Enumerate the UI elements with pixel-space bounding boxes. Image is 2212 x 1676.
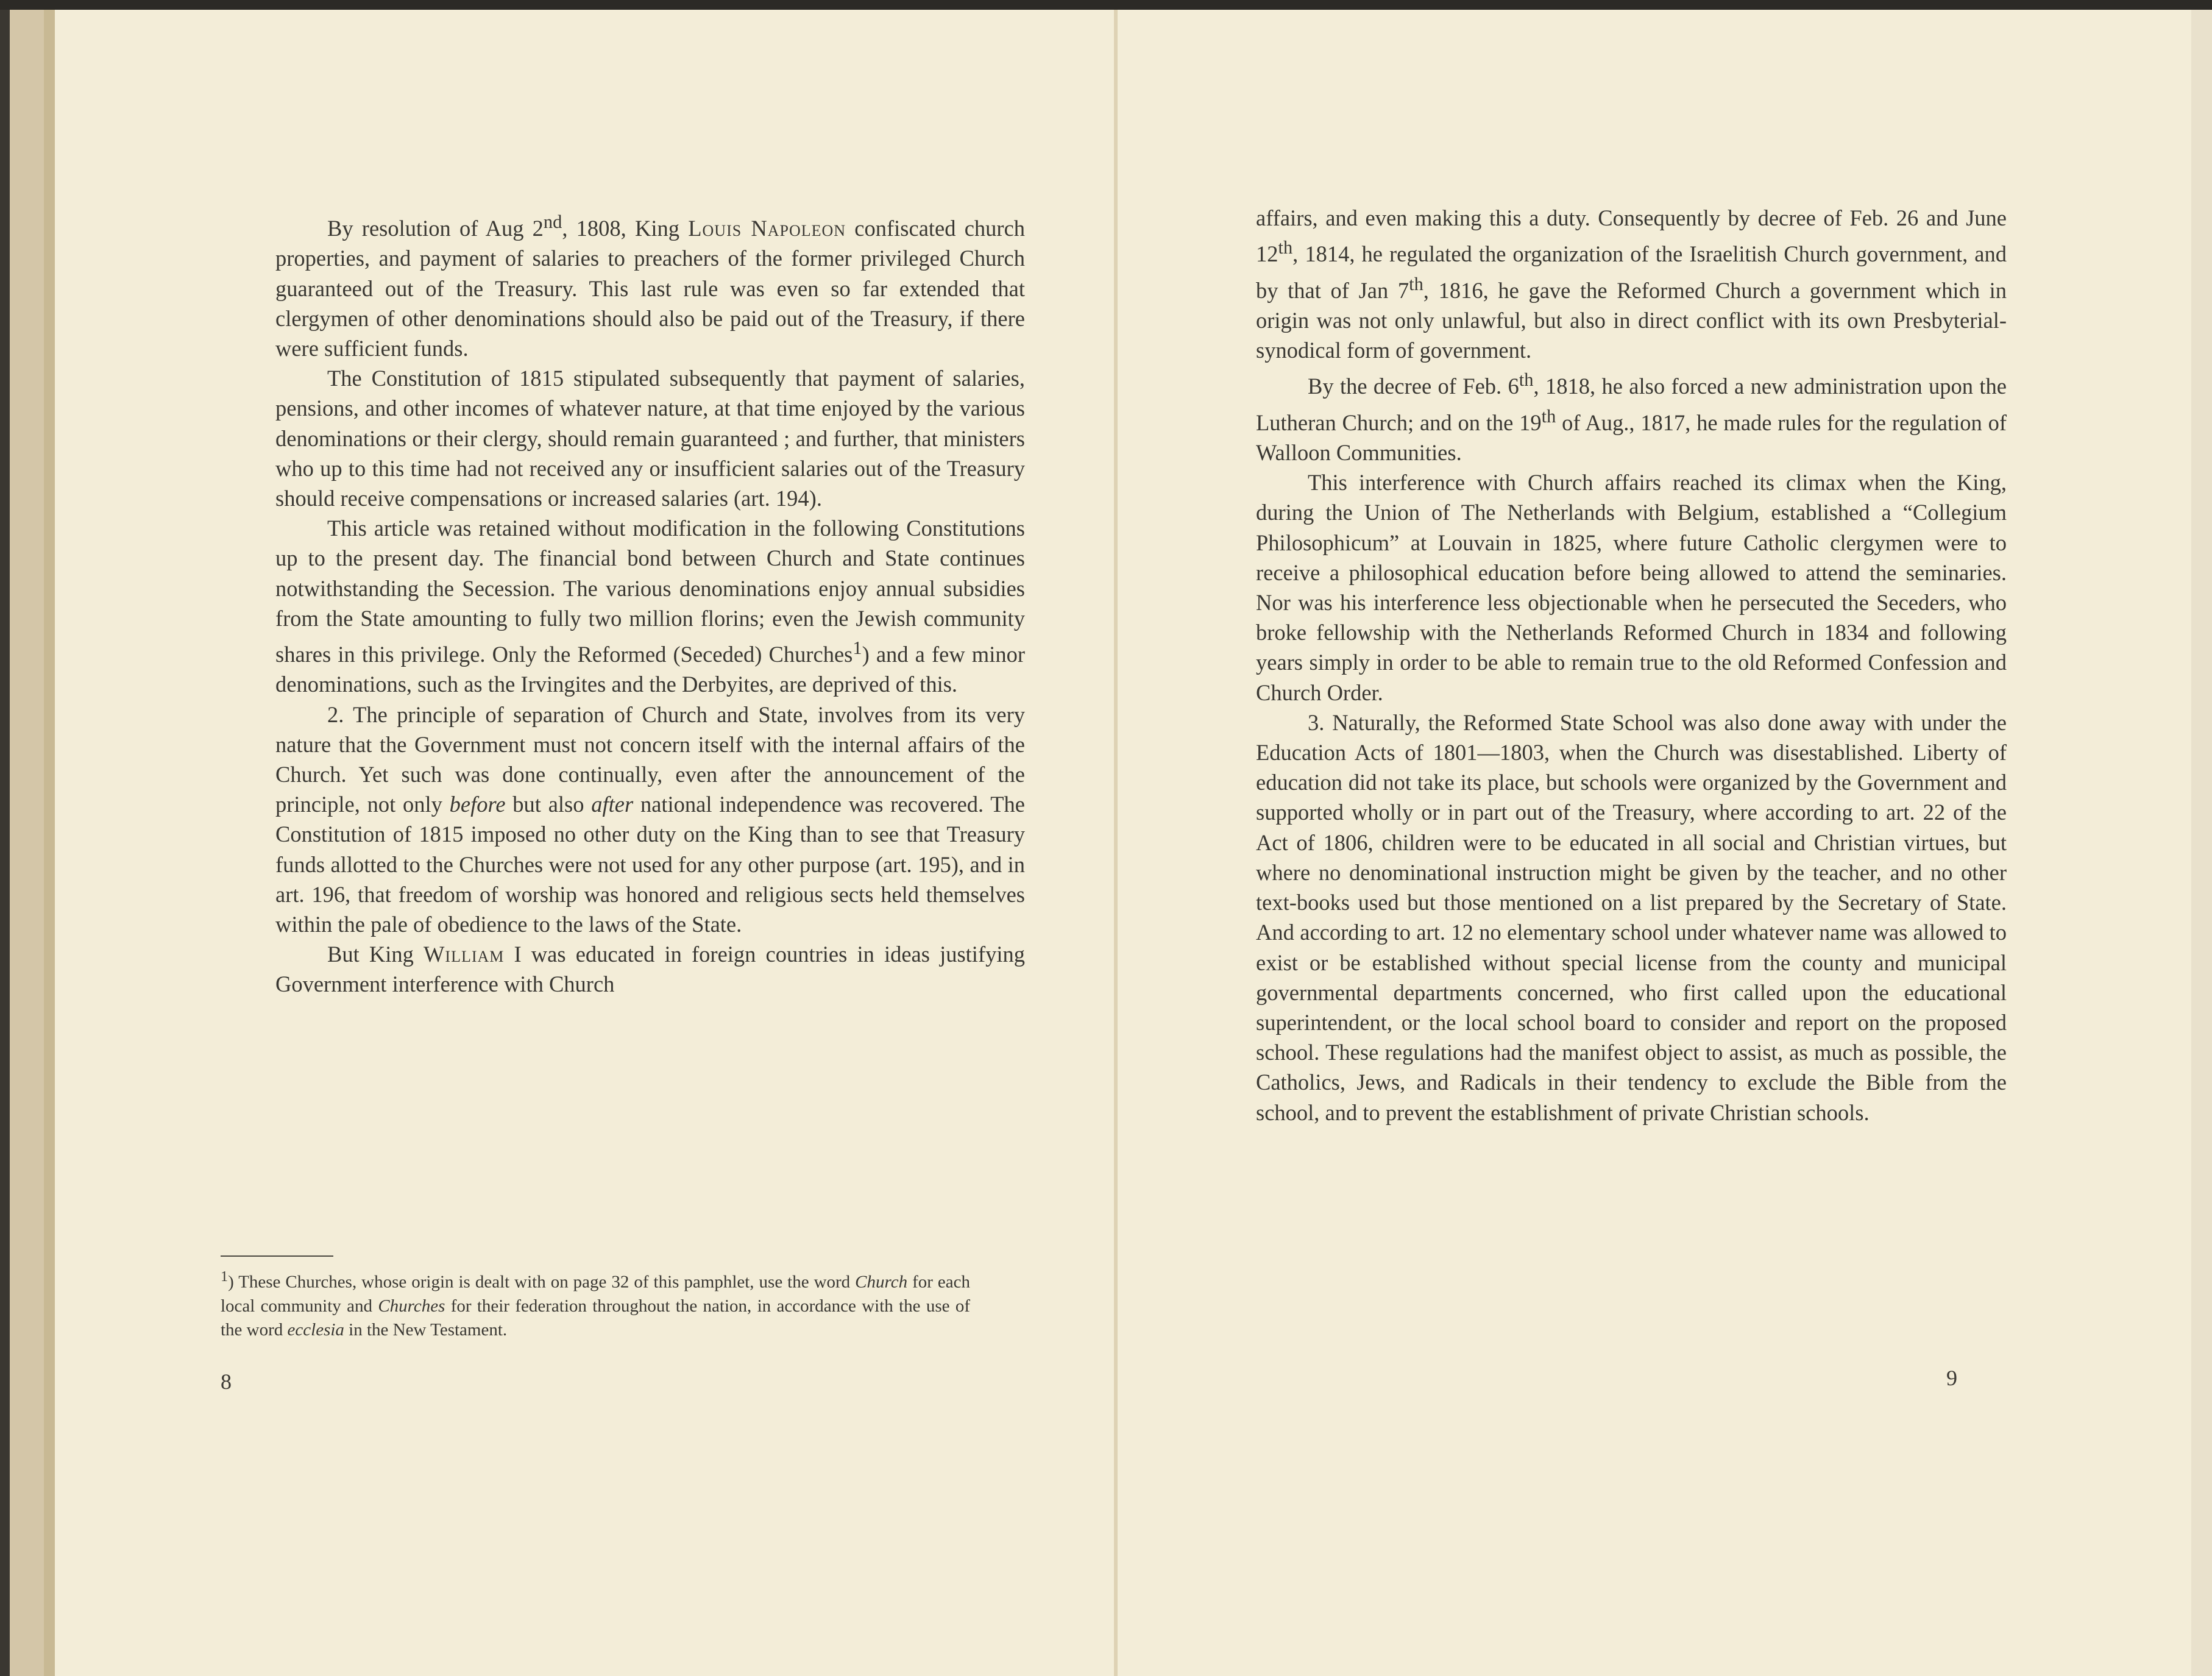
scan-left-frame	[0, 10, 10, 1676]
left-page-text	[275, 207, 1025, 1000]
paragraph: This article was retained without modification in the following Constitutions up to the present day. The financial bond between Church and State continues notwithstanding the Secession. The various denominations enjoy annual subsidies from the State amounting to fully two million florins; even the Jewish community shares in this privilege. Only the Reformed (Seceded) Churches$^1$) and a few minor denominations, such as the Irvingites and the Derbyites, are deprived of this.	[275, 516, 1025, 697]
scan-right-edge	[2191, 10, 2212, 1676]
right-page-text	[1256, 203, 2007, 1127]
paragraph: But King William I was educated in foreign countries in ideas justifying Government interference with Church	[275, 942, 1025, 997]
paragraph: 3. Naturally, the Reformed State School was also done away with under the Education Acts of 1801—1803, when the Church was disestablished. Liberty of education did not take its place, but schools were organized by the Government and supported wholly or in part out of the Treasury, where according to art. 22 of the Act of 1806, children were to be educated in all social and Christian virtues, but where no denominational instruction might be given by the teacher, and no other text-books used but those mentioned on a list prepared by the Secretary of State. And according to art. 12 no elementary school under whatever name was allowed to exist or be established without special license from the county and municipal governmental departments concerned, who first called upon the educational superintendent, or the local school board to consider and report on the proposed school. These regulations had the manifest object to assist, as much as possible, the Catholics, Jews, and Radicals in their tendency to exclude the Bible from the school, and to prevent the establishment of private Christian schools.	[1256, 709, 2007, 1125]
scan-top-edge	[0, 0, 2212, 10]
right-page	[1118, 10, 2191, 1676]
footnote-rule	[221, 1255, 333, 1257]
paragraph: By the decree of Feb. 6th, 1818, he also forced a new administration upon the Lutheran Church; and on the 19th of Aug., 1817, he made rules for the regulation of Walloon Communities.	[1256, 369, 2007, 466]
paragraph: By resolution of Aug 2nd, 1808, King Louis Napoleon confiscated church properties, and payment of salaries to preachers of the former privileged Church guaranteed out of the Treasury. This last rule was even so far extended that clergymen of other denominations should also be paid out of the Treasury, if there were sufficient funds.	[275, 211, 1026, 361]
page-number-left: 8	[221, 1369, 232, 1394]
paragraph: This interference with Church affairs reached its climax when the King, during the Union of The Netherlands with Belgium, established a “Collegium Philosophicum” at Louvain in 1825, where future Catholic clergymen were to receive a philosophical education before being allowed to attend the seminaries. Nor was his interference less objectionable when he persecuted the Seceders, who broke fellowship with the Netherlands Reformed Church in 1834 and following years simply in order to be able to remain true to the old Reformed Confession and Church Order.	[1256, 470, 2007, 705]
page-number-right: 9	[1946, 1366, 1957, 1390]
book-cover-shadow	[44, 10, 55, 1676]
footnote-reference: 1	[853, 637, 862, 658]
paragraph: affairs, and even making this a duty. Consequently by decree of Feb. 26 and June 12th, 1814, he regulated the organization of the Israelitish Church government, and by that of Jan 7th, 1816, he gave the Reformed Church a government which in origin was not only unlawful, but also in direct conflict with its own Presbyterial-synodical form of government.	[1256, 205, 2007, 363]
paragraph: 2. The principle of separation of Church and State, involves from its very nature that the Government must not concern itself with the internal affairs of the Church. Yet such was done continually, even after the announcement of the principle, not only before but also after national independence was recovered. The Constitution of 1815 imposed no other duty on the King than to see that Treasury funds allotted to the Churches were not used for any other purpose (art. 195), and in art. 196, that freedom of worship was honored and religious sects held themselves within the pale of obedience to the laws of the State.	[275, 701, 1025, 937]
left-page	[55, 10, 1114, 1676]
footnote: $^1$) These Churches, whose origin is dealt with on page 32 of this pamphlet, use the word Church for each local community and Churches for their federation throughout the nation, in accordance with the use of the word ecclesia in the New Testament.	[221, 1268, 970, 1340]
paragraph: The Constitution of 1815 stipulated subsequently that payment of salaries, pensions, and other incomes of whatever nature, at that time enjoyed by the various denominations or their clergy, should remain guaranteed ; and further, that ministers who up to this time had not received any or insufficient salaries out of the Treasury should receive compensations or increased salaries (art. 194).	[275, 366, 1025, 511]
